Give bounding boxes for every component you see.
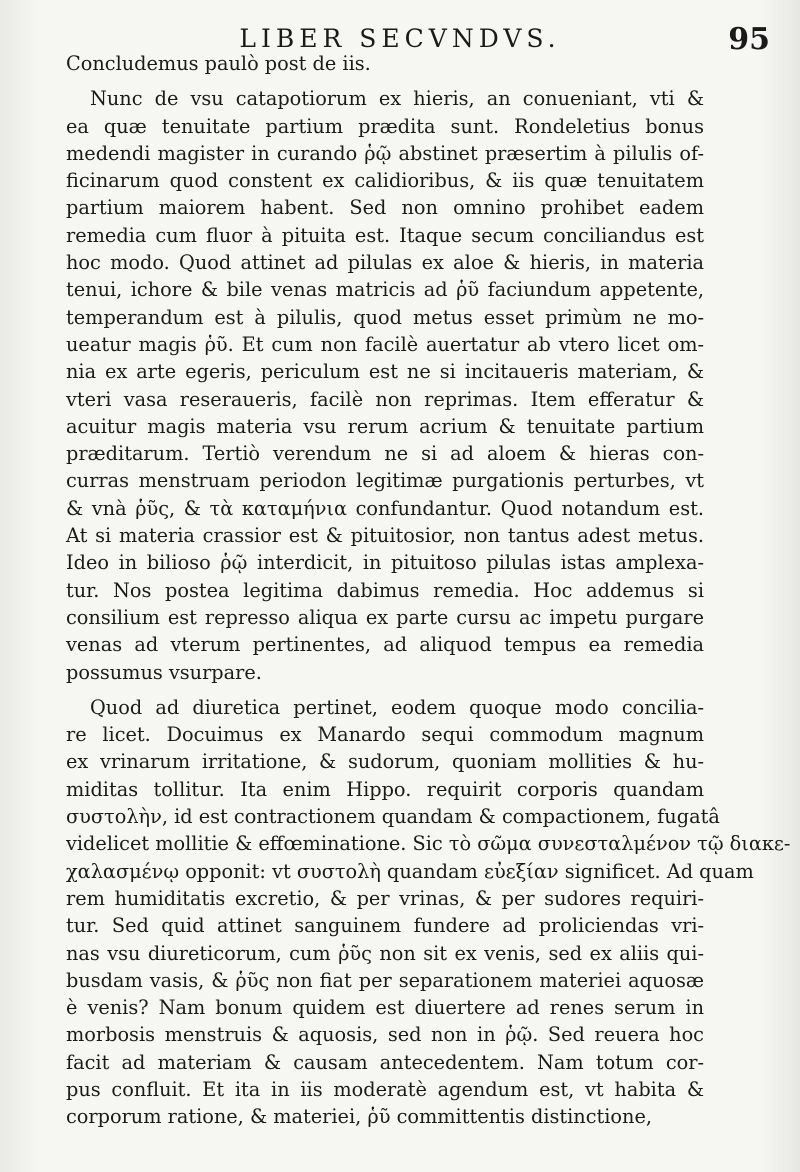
running-head: LIBER SECVNDVS. (239, 24, 561, 53)
text-line: temperandum est à pilulis, quod metus esset primùm ne mo- (66, 305, 704, 329)
body-text (66, 50, 791, 1131)
text-line: χαλασμένῳ opponit: vt συστολὴ quandam εὐεξίαν significet. Ad quam (66, 859, 754, 883)
text-line: è venis? Nam bonum quidem est diuertere ad renes serum in (66, 996, 704, 1020)
text-line: præditarum. Tertiò verendum ne si ad aloem & hieras con- (66, 442, 704, 466)
text-line: medendi magister in curando ῥῷ abstinet præsertim à pilulis of- (66, 141, 704, 165)
text-line: corporum ratione, & materiei, ῥῦ committentis distinctione, (66, 1105, 652, 1129)
text-line: tur. Sed quid attinet sanguinem fundere ad proliciendas vri- (66, 914, 704, 938)
text-line: Nunc de vsu catapotiorum ex hieris, an conueniant, vti & (90, 87, 704, 111)
text-line: συστολὴν, id est contractionem quandam & compactionem, fugatâ (66, 805, 720, 829)
text-line: Quod ad diuretica pertinet, eodem quoque modo concilia- (90, 695, 704, 719)
text-line: re licet. Docuimus ex Manardo sequi commodum magnum (66, 723, 704, 747)
text-line: venas ad vterum pertinentes, ad aliquod tempus ea remedia (66, 633, 704, 657)
paragraph (66, 85, 704, 686)
text-line: remedia cum fluor à pituita est. Itaque secum conciliandus est (66, 223, 704, 247)
text-line: curras menstruam periodon legitimæ purgationis perturbes, vt (66, 469, 704, 493)
text-line: acuitur magis materia vsu rerum acrium & tenuitate partium (66, 414, 704, 438)
text-line: vteri vasa reseraueris, facilè non reprimas. Item efferatur & (66, 387, 704, 411)
text-line: facit ad materiam & causam antecedentem. Nam totum cor- (66, 1050, 704, 1074)
paragraph (66, 50, 704, 77)
page-number: 95 (728, 22, 770, 57)
text-line: miditas tollitur. Ita enim Hippo. requirit corporis quandam (66, 777, 704, 801)
text-line: At si materia crassior est & pituitosior, non tantus adest metus. (66, 524, 704, 548)
text-line: partium maiorem habent. Sed non omnino prohibet eadem (66, 196, 704, 220)
text-line: tur. Nos postea legitima dabimus remedia. Hoc addemus si (66, 578, 704, 602)
text-line: videlicet mollitie & effœminatione. Sic τὸ σῶμα συνεσταλμένον τῷ διακε- (66, 832, 791, 856)
text-line: nas vsu diureticorum, cum ῥῦς non sit ex venis, sed ex aliis qui- (66, 941, 704, 965)
text-line: & vnà ῥῦς, & τὰ καταμήνια confundantur. Quod notandum est. (66, 496, 704, 520)
text-line: ueatur magis ῥῦ. Et cum non facilè auertatur ab vtero licet om- (66, 332, 704, 356)
text-line: ex vrinarum irritatione, & sudorum, quoniam mollities & hu- (66, 750, 704, 774)
paragraph (66, 694, 791, 1131)
text-line: tenui, ichore & bile venas matricis ad ῥῦ faciundum appetente, (66, 278, 704, 302)
text-line: ea quæ tenuitate partium prædita sunt. Rondeletius bonus (66, 114, 704, 138)
text-line: nia ex arte egeris, periculum est ne si incitaueris materiam, & (66, 360, 704, 384)
text-line: morbosis menstruis & aquosis, sed non in ῥῷ. Sed reuera hoc (66, 1023, 704, 1047)
text-line: Ideo in bilioso ῥῷ interdicit, in pituitoso pilulas istas amplexa- (66, 551, 704, 575)
text-line: consilium est represso aliqua ex parte cursu ac impetu purgare (66, 605, 704, 629)
text-line: ficinarum quod constent ex calidioribus, & iis quæ tenuitatem (66, 169, 704, 193)
text-line: rem humiditatis excretio, & per vrinas, & per sudores requiri- (66, 886, 704, 910)
text-line: Concludemus paulò post de iis. (66, 52, 371, 75)
text-line: busdam vasis, & ῥῦς non fiat per separationem materiei aquosæ (66, 968, 704, 992)
text-line: hoc modo. Quod attinet ad pilulas ex aloe & hieris, in materia (66, 251, 704, 275)
text-line: pus confluit. Et ita in iis moderatè agendum est, vt habita & (66, 1077, 704, 1101)
text-line: possumus vsurpare. (66, 660, 262, 684)
